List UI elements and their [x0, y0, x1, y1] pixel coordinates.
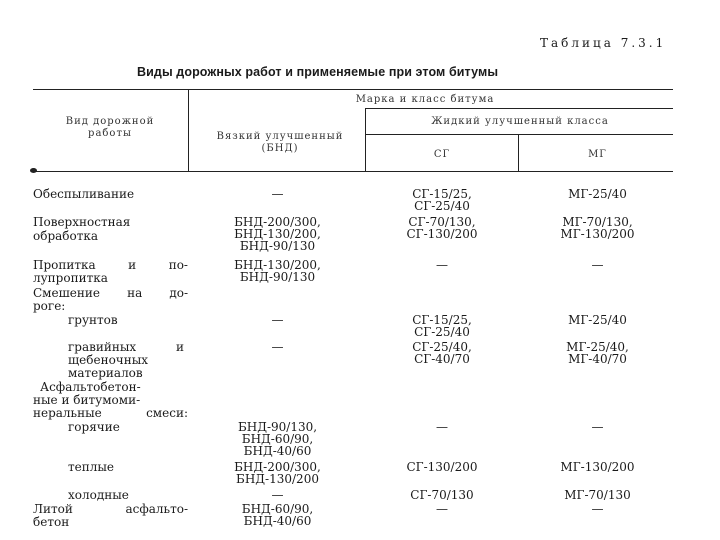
row-gravel-bnd: —	[271, 340, 284, 354]
table-number: Таблица 7.3.1	[540, 36, 667, 50]
header-brand-rule	[366, 108, 673, 109]
row-soils-sg: СГ-15/25, СГ-25/40	[412, 313, 472, 339]
row-mixing-work-line2: роге:	[33, 299, 66, 313]
row-gravel-sg: СГ-25/40, СГ-40/70	[412, 340, 472, 366]
col-divider-3	[518, 134, 519, 171]
row-warm-work: теплые	[68, 460, 115, 474]
row-warm-bnd: БНД-200/300, БНД-130/200	[234, 460, 321, 486]
col-divider-2	[365, 108, 366, 171]
row-warm-mg: МГ-130/200	[560, 460, 635, 474]
row-cast-asphalt-bnd: БНД-60/90, БНД-40/60	[241, 502, 314, 528]
row-soils-work: грунтов	[68, 313, 118, 327]
row-surface-mg: МГ-70/130, МГ-130/200	[560, 215, 635, 241]
row-warm-sg: СГ-130/200	[406, 460, 478, 474]
rule-marker	[30, 168, 37, 173]
row-impregnation-work-line1: Пропитка и по-	[33, 258, 188, 272]
row-cold-sg: СГ-70/130	[410, 488, 474, 502]
row-asphalt-work-line1: Асфальтобетон-	[40, 380, 141, 394]
row-cast-asphalt-mg: —	[591, 502, 604, 516]
table-top-rule	[33, 89, 673, 90]
row-gravel-work-line1: гравийных и	[68, 340, 184, 354]
row-gravel-mg: МГ-25/40, МГ-40/70	[566, 340, 629, 366]
row-surface-work-line2: обработка	[33, 229, 99, 243]
row-obespylivanie-work: Обеспыливание	[33, 187, 135, 201]
col-divider-1	[188, 89, 189, 171]
row-impregnation-work-line2: лупропитка	[33, 271, 108, 285]
header-work-type: Вид дорожной работы	[65, 116, 155, 139]
header-liquid: Жидкий улучшенный класса	[431, 116, 609, 127]
row-cast-asphalt-work-line2: бетон	[33, 515, 70, 529]
row-hot-sg: —	[436, 420, 448, 434]
header-sg: СГ	[433, 149, 451, 160]
row-hot-work: горячие	[68, 420, 120, 434]
table-title: Виды дорожных работ и применяемые при этом битумы	[137, 65, 499, 79]
header-viscous: Вязкий улучшенный (БНД)	[216, 131, 344, 154]
row-impregnation-mg: —	[591, 258, 604, 272]
header-bottom-rule	[33, 171, 673, 172]
row-obespylivanie-sg: СГ-15/25, СГ-25/40	[412, 187, 472, 213]
row-impregnation-sg: —	[436, 258, 448, 272]
row-soils-bnd: —	[271, 313, 284, 327]
header-mg: МГ	[588, 149, 607, 160]
row-hot-bnd: БНД-90/130, БНД-60/90, БНД-40/60	[237, 420, 318, 458]
row-obespylivanie-bnd: —	[271, 187, 284, 201]
row-cast-asphalt-work-line1: Литой асфальто-	[33, 502, 188, 516]
row-mixing-work-line1: Смешение на до-	[33, 286, 188, 300]
header-brand-class: Марка и класс битума	[355, 94, 495, 105]
row-gravel-work-line2: щебеночных	[68, 353, 149, 367]
row-surface-work-line1: Поверхностная	[33, 215, 131, 229]
row-cold-work: холодные	[68, 488, 129, 502]
row-soils-mg: МГ-25/40	[568, 313, 627, 327]
row-cast-asphalt-sg: —	[436, 502, 448, 516]
row-surface-sg: СГ-70/130, СГ-130/200	[406, 215, 478, 241]
row-surface-bnd: БНД-200/300, БНД-130/200, БНД-90/130	[234, 215, 321, 253]
row-obespylivanie-mg: МГ-25/40	[568, 187, 627, 201]
row-cold-bnd: —	[271, 488, 284, 502]
row-impregnation-bnd: БНД-130/200, БНД-90/130	[234, 258, 321, 284]
row-hot-mg: —	[591, 420, 604, 434]
header-liquid-rule	[366, 134, 673, 135]
row-asphalt-work-line3: неральные смеси:	[33, 406, 188, 420]
row-cold-mg: МГ-70/130	[564, 488, 631, 502]
row-gravel-work-line3: материалов	[68, 366, 143, 380]
row-asphalt-work-line2: ные и битумоми-	[33, 393, 141, 407]
